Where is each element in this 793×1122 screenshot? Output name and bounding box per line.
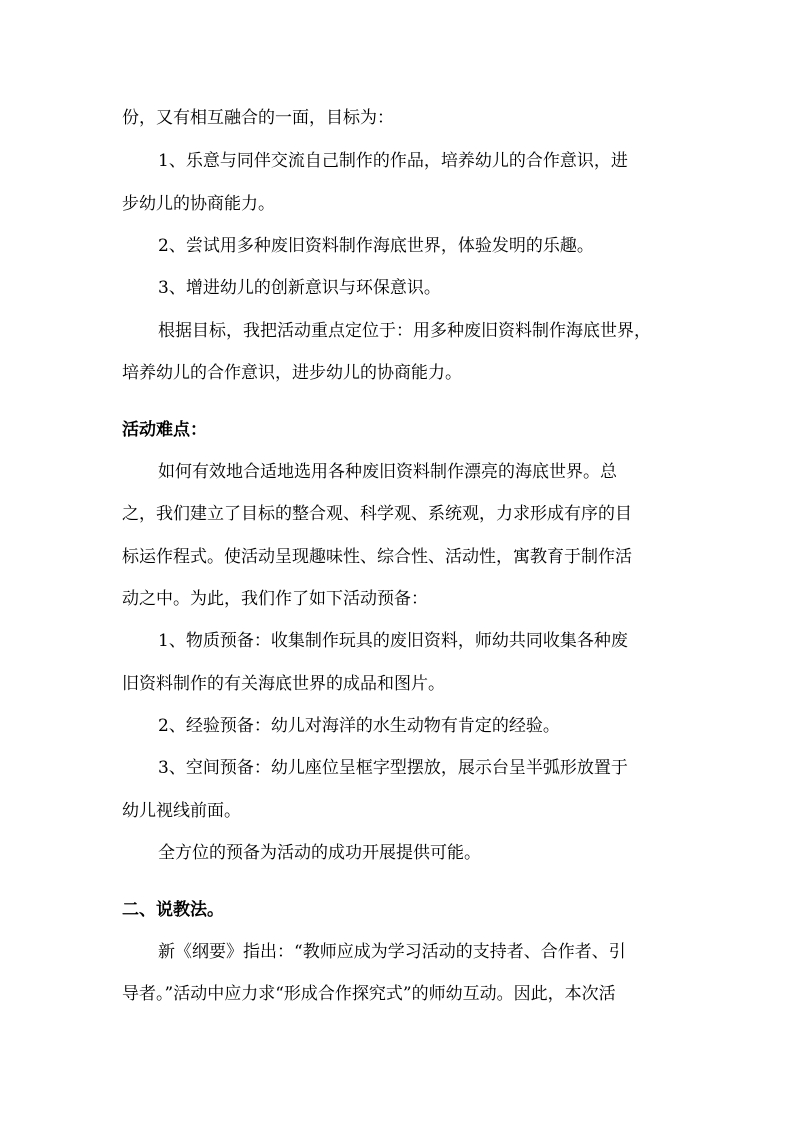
text-line: 1、物质预备：收集制作玩具的废旧资料，师幼共同收集各种废 <box>158 631 628 651</box>
text-line: 导者。”活动中应力求“形成合作探究式”的师幼互动。因此，本次活 <box>122 984 616 1004</box>
text-line: 2、尝试用多种废旧资料制作海底世界，体验发明的乐趣。 <box>158 236 594 256</box>
text-line: 如何有效地合适地选用各种废旧资料制作漂亮的海底世界。总 <box>158 462 617 482</box>
text-line: 之，我们建立了目标的整合观、科学观、系统观，力求形成有序的目 <box>122 504 632 524</box>
text-line: 培养幼儿的合作意识，进步幼儿的协商能力。 <box>122 363 462 383</box>
text-line: 动之中。为此，我们作了如下活动预备： <box>122 589 428 609</box>
text-line: 全方位的预备为活动的成功开展提供可能。 <box>158 843 481 863</box>
text-line: 3、增进幼儿的创新意识与环保意识。 <box>158 278 441 298</box>
text-line: 步幼儿的协商能力。 <box>122 194 275 214</box>
text-line: 份，又有相互融合的一面，目标为： <box>122 108 394 128</box>
text-line: 3、空间预备：幼儿座位呈框字型摆放，展示台呈半弧形放置于 <box>158 758 628 778</box>
text-line: 根据目标，我把活动重点定位于：用多种废旧资料制作海底世界， <box>158 321 651 341</box>
text-line: 幼儿视线前面。 <box>122 801 241 821</box>
text-line: 新《纲要》指出：“教师应成为学习活动的支持者、合作者、引 <box>158 942 626 962</box>
text-line: 标运作程式。使活动呈现趣味性、综合性、活动性，寓教育于制作活 <box>122 547 632 567</box>
text-line: 旧资料制作的有关海底世界的成品和图片。 <box>122 674 445 694</box>
text-line: 2、经验预备：幼儿对海洋的水生动物有肯定的经验。 <box>158 716 560 736</box>
section-heading: 二、说教法。 <box>122 900 224 920</box>
text-line: 1、乐意与同伴交流自己制作的作品，培养幼儿的合作意识，进 <box>158 151 628 171</box>
section-heading: 活动难点： <box>122 420 207 440</box>
